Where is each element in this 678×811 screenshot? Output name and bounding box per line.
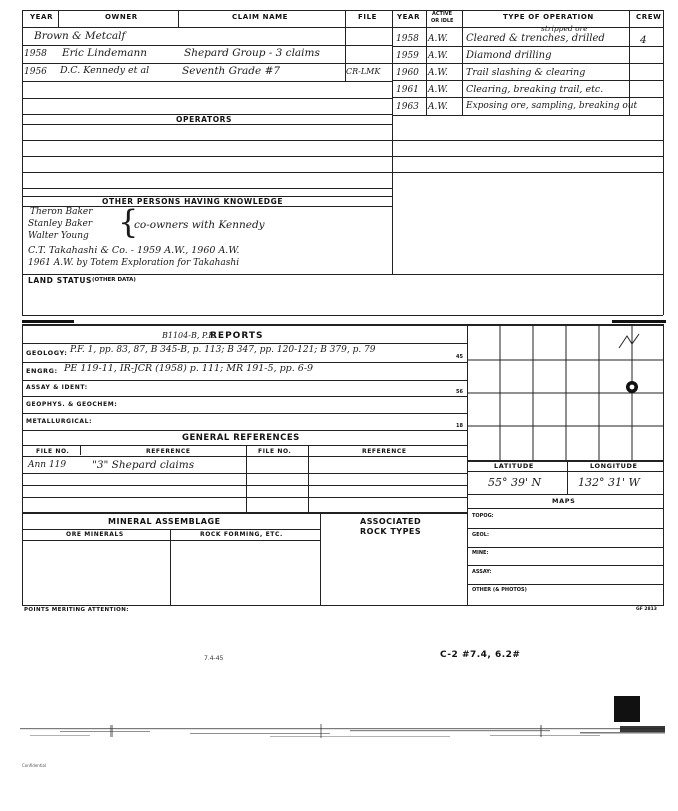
geology-refs: P.F. 1, pp. 83, 87, B 345-B, p. 113; B 347, pp. 120-121; B 379, p. 79	[70, 345, 376, 355]
person-note: C.T. Takahashi & Co. - 1959 A.W., 1960 A.W.	[28, 245, 240, 256]
corner-code: Confidential	[22, 763, 47, 768]
op-active: A.W.	[428, 68, 448, 78]
op-active: A.W.	[428, 34, 448, 44]
op-active: A.W.	[428, 51, 448, 61]
brace: {	[118, 203, 139, 241]
ops-row-line	[392, 115, 663, 116]
thick-rule	[612, 320, 666, 323]
row-line	[22, 81, 392, 82]
op-year: 1963	[396, 102, 419, 112]
reports-row-line	[22, 413, 467, 414]
pencil-scribble: 7.4-45	[204, 655, 224, 662]
general-references-title: GENERAL REFERENCES	[182, 433, 300, 443]
claim-name: Shepard Group - 3 claims	[184, 47, 320, 59]
col-type-of-operation: TYPE OF OPERATION	[503, 13, 594, 21]
scan-corner-mark	[614, 696, 640, 722]
latlon-header-line	[467, 471, 663, 472]
owner-name: Brown & Metcalf	[34, 30, 126, 42]
assay-label: ASSAY & IDENT:	[26, 384, 88, 391]
mine-label: MINE:	[472, 550, 489, 556]
topog-label: TOPOG:	[472, 513, 494, 519]
op-year: 1958	[396, 34, 419, 44]
land-status-sub: (OTHER DATA)	[92, 277, 136, 283]
reports-row-line	[22, 380, 467, 381]
ops-row-line	[392, 63, 663, 64]
metallurgical-label: METALLURGICAL:	[26, 418, 93, 425]
form-right-border	[663, 10, 664, 315]
op-type: Cleared & trenches, drilled	[466, 33, 605, 44]
gen-ref-row-line	[22, 485, 467, 486]
geophys-label: GEOPHYS. & GEOCHEM:	[26, 401, 118, 408]
gen-ref-col-line	[22, 456, 467, 457]
mineral-col-sep	[320, 513, 321, 606]
latlon-sep	[567, 460, 568, 494]
latitude-value: 55° 39' N	[488, 476, 542, 489]
col-year-ops: YEAR	[397, 13, 421, 21]
col-year: YEAR	[30, 13, 54, 21]
gen-ref-header-line	[22, 445, 467, 446]
col-sep	[58, 10, 59, 27]
gen-ref-reference: "3" Shepard claims	[92, 459, 195, 471]
owner-name: Eric Lindemann	[62, 47, 148, 59]
longitude-label: LONGITUDE	[590, 462, 638, 470]
lower-right-border	[663, 324, 664, 606]
form-number: GF 2813	[636, 607, 657, 612]
operators-title: OPERATORS	[176, 115, 233, 124]
ops-row-line	[392, 97, 663, 98]
person-name: Walter Young	[28, 231, 89, 241]
operators-header-line	[22, 124, 392, 125]
owner-year: 1958	[24, 49, 47, 59]
form-top-border	[22, 10, 663, 11]
geology-code: 45	[456, 354, 463, 360]
row-line	[22, 45, 392, 46]
person-name: Theron Baker	[30, 207, 93, 217]
gen-ref-file: Ann 119	[28, 460, 67, 470]
stamp-code: C-2 #7.4, 6.2#	[440, 650, 521, 660]
associated-rock-types-2: ROCK TYPES	[360, 527, 422, 536]
person-note: 1961 A.W. by Totem Exploration for Takahashi	[28, 258, 240, 268]
claim-name: Seventh Grade #7	[182, 65, 281, 77]
op-year: 1960	[396, 68, 419, 78]
mineral-header-line	[22, 529, 320, 530]
gen-ref-col-reference: REFERENCE	[362, 448, 407, 455]
col-file: FILE	[358, 13, 378, 21]
maps-row-line	[467, 584, 663, 585]
owner-year: 1956	[24, 67, 47, 77]
maps-top-line	[467, 494, 663, 495]
geol-label: GEOL:	[472, 532, 489, 538]
reports-header-line	[22, 343, 467, 344]
gen-ref-bottom-line	[22, 512, 467, 514]
op-type: Diamond drilling	[466, 50, 552, 61]
metallurgical-code: 18	[456, 423, 463, 429]
file-code: CR-LMK	[346, 67, 381, 76]
col-crew: CREW	[636, 13, 662, 21]
col-claim-name: CLAIM NAME	[232, 13, 289, 21]
assay-code: 56	[456, 389, 463, 395]
latitude-label: LATITUDE	[494, 462, 534, 470]
lower-bottom-line	[22, 605, 663, 606]
maps-row-line	[467, 528, 663, 529]
gen-ref-col-sep	[80, 445, 81, 455]
land-status-bottom-line	[22, 315, 663, 316]
row-line	[22, 63, 392, 64]
form-left-border	[22, 10, 23, 315]
op-type: Clearing, breaking trail, etc.	[466, 84, 604, 95]
maps-label: MAPS	[552, 497, 576, 505]
operators-row-line	[22, 172, 663, 173]
engrg-label: ENGRG:	[26, 367, 58, 375]
reports-bottom-line	[22, 430, 467, 431]
thick-rule	[22, 320, 74, 323]
op-year: 1961	[396, 85, 419, 95]
reports-row-line	[22, 396, 467, 397]
operators-row-line	[22, 188, 392, 189]
gen-ref-col-file: FILE NO.	[36, 448, 70, 455]
longitude-value: 132° 31' W	[578, 476, 640, 489]
col-active: ACTIVE	[432, 11, 453, 17]
other-photos-label: OTHER (& PHOTOS)	[472, 587, 527, 593]
col-owner: OWNER	[105, 13, 138, 21]
associated-rock-types: ASSOCIATED	[360, 517, 422, 526]
mineral-sub-line	[22, 540, 320, 541]
lower-left-border	[22, 324, 23, 606]
engrg-refs: PE 119-11, IR-JCR (1958) p. 111; MR 191-5, pp. 6-9	[64, 363, 314, 374]
op-year: 1959	[396, 51, 419, 61]
gen-ref-row-line	[22, 497, 467, 498]
geology-label: GEOLOGY:	[26, 349, 68, 357]
col-active-idle: OR IDLE	[431, 18, 454, 24]
land-status-label: LAND STATUS	[28, 276, 93, 285]
col-sep	[178, 10, 179, 27]
other-persons-title: OTHER PERSONS HAVING KNOWLEDGE	[102, 197, 284, 206]
op-active: A.W.	[428, 85, 448, 95]
person-name: Stanley Baker	[28, 219, 93, 229]
ops-note: stripped ore	[541, 24, 588, 33]
owner-name: D.C. Kennedy et al	[60, 65, 150, 76]
op-type: Exposing ore, sampling, breaking out	[466, 101, 638, 111]
mineral-assemblage-title: MINERAL ASSEMBLAGE	[108, 517, 221, 526]
maps-row-line	[467, 565, 663, 566]
geology-pre: B1104-B, P.F.	[162, 331, 216, 340]
col-sep-main	[392, 10, 393, 275]
reports-title: REPORTS	[210, 331, 264, 341]
op-crew: 4	[640, 34, 647, 46]
location-grid	[467, 326, 663, 460]
row-line	[22, 98, 392, 99]
op-active: A.W.	[428, 102, 448, 112]
points-meriting-attention: POINTS MERITING ATTENTION:	[24, 607, 129, 613]
gen-ref-col-reference: REFERENCE	[146, 448, 191, 455]
gen-ref-row-line	[22, 473, 467, 474]
rock-forming-label: ROCK FORMING, ETC.	[200, 531, 283, 538]
bracket-note: co-owners with Kennedy	[134, 219, 265, 231]
operators-row-line	[22, 156, 663, 157]
scan-noise-band	[20, 722, 665, 750]
maps-header-line	[467, 508, 663, 509]
maps-row-line	[467, 547, 663, 548]
operators-row-line	[22, 140, 663, 141]
ops-row-line	[392, 80, 663, 81]
assay-map-label: ASSAY:	[472, 569, 492, 575]
land-status-top-line	[22, 274, 663, 275]
gen-ref-col-file: FILE NO.	[258, 448, 292, 455]
ops-row-line	[392, 46, 663, 47]
ore-minerals-label: ORE MINERALS	[66, 531, 124, 538]
op-type: Trail slashing & clearing	[466, 67, 586, 78]
